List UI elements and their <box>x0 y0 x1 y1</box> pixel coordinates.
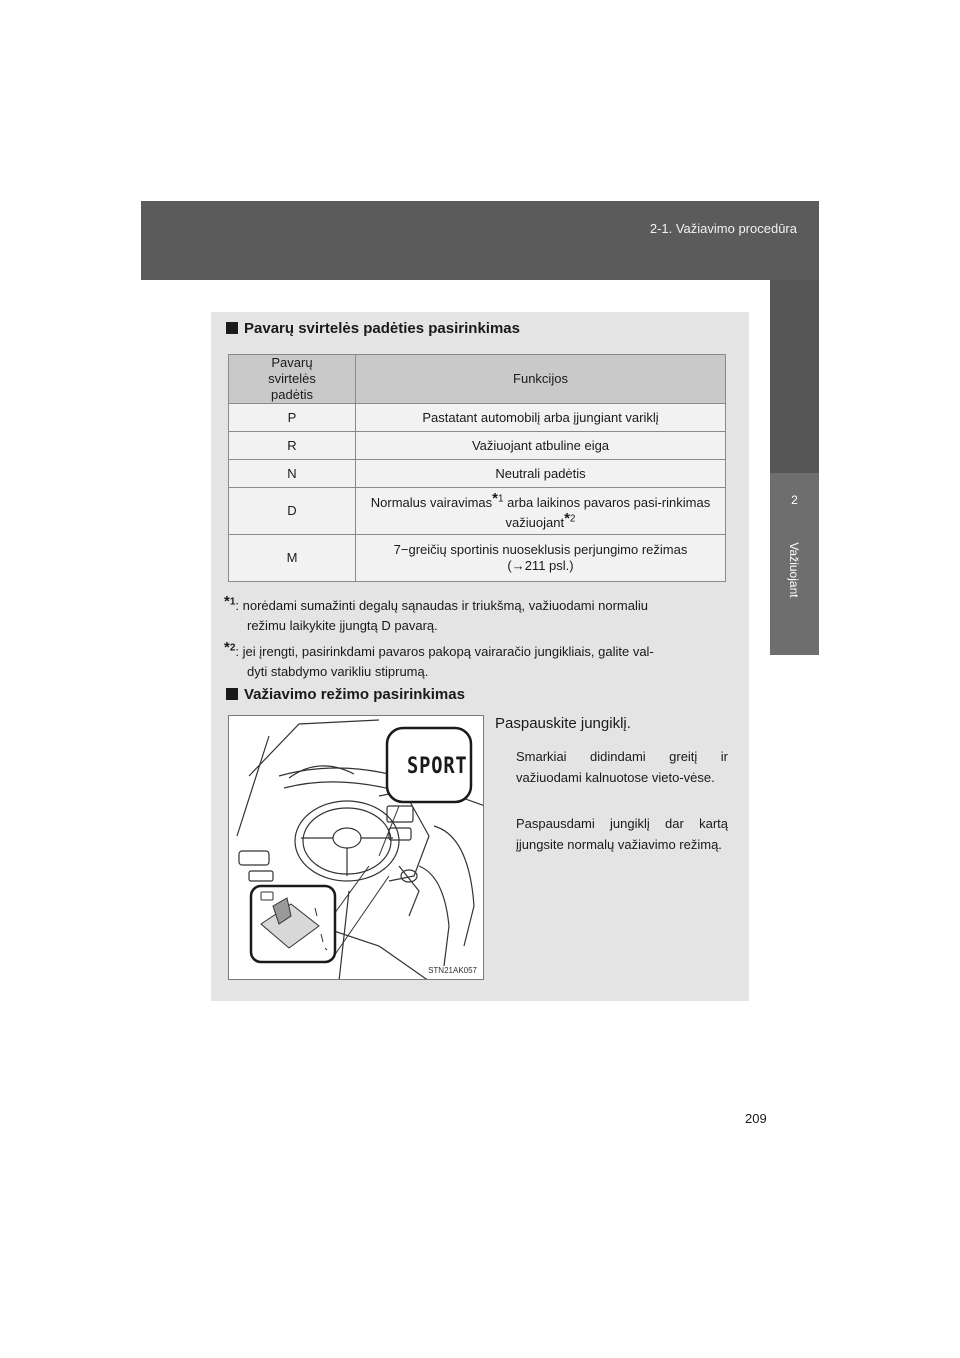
table-cell-function <box>356 488 726 535</box>
chapter-number: 2 <box>791 493 798 507</box>
footnote-mark: 1 <box>229 596 236 608</box>
gear-position-table <box>228 354 726 582</box>
table-row <box>229 432 726 460</box>
page-number: 209 <box>745 1111 767 1126</box>
footnote-star-icon: * <box>224 593 230 610</box>
chapter-label: Važiuojant <box>787 542 801 598</box>
table-cell-position: N <box>229 460 356 488</box>
section-title-mode <box>226 686 465 703</box>
footnote-ref: 2 <box>569 513 576 525</box>
table-header-functions: Funkcijos <box>356 355 726 404</box>
section-header-title: 2-1. Važiavimo procedūra <box>649 221 797 236</box>
chapter-tab <box>770 473 819 655</box>
square-bullet-icon <box>226 322 238 334</box>
footnote-2 <box>224 638 730 682</box>
table-row <box>229 535 726 582</box>
section-title-gear <box>226 320 520 337</box>
footnote-text: : jei įrengti, pasirinkdami pavaros pakopą vairaračio jungikliais, galite val- <box>235 644 654 659</box>
sport-switch-illustration <box>228 715 484 980</box>
function-text: Normalus vairavimas <box>370 495 493 510</box>
function-text: arba laikinos pavaros pasi-rinkimas važiuojant <box>503 495 711 530</box>
footnote-star-icon: * <box>492 490 498 507</box>
table-cell-position: M <box>229 535 356 582</box>
table-cell-function: Pastatant automobilį arba įjungiant variklį <box>356 404 726 432</box>
table-cell-function <box>356 535 726 582</box>
illustration-code: STN21AK057 <box>428 966 477 975</box>
body-paragraph: Smarkiai didindami greitį ir važiuodami kalnuotose vieto-vėse. <box>516 749 728 785</box>
square-bullet-icon <box>226 688 238 700</box>
sport-button-label: SPORT <box>407 754 468 779</box>
table-header-position: Pavarų svirtelės padėtis <box>229 355 356 404</box>
table-cell-function: Važiuojant atbuline eiga <box>356 432 726 460</box>
section-title-gear-text: Pavarų svirtelės padėties pasirinkimas <box>244 320 520 337</box>
footnote-star-icon: * <box>224 639 230 656</box>
footnote-mark: 2 <box>229 642 236 654</box>
table-cell-function: Neutrali padėtis <box>356 460 726 488</box>
footnote-text: dyti stabdymo varikliu stiprumą. <box>247 664 429 679</box>
body-paragraph: Paspausdami jungiklį dar kartą įjungsite normalų važiavimo režimą. <box>516 816 728 852</box>
table-cell-position: P <box>229 404 356 432</box>
table-cell-position: D <box>229 488 356 535</box>
function-text: (→211 psl.) <box>507 558 574 573</box>
header-band <box>141 201 819 280</box>
table-row <box>229 488 726 535</box>
function-text: 7−greičių sportinis nuoseklusis perjungimo režimas <box>393 542 688 557</box>
footnote-text: režimu laikykite įjungtą D pavarą. <box>247 618 438 633</box>
step-instruction: Paspauskite jungiklį. <box>495 715 631 732</box>
table-row <box>229 404 726 432</box>
footnote-1 <box>224 592 730 636</box>
footnote-text: : norėdami sumažinti degalų sąnaudas ir triukšmą, važiuodami normaliu <box>235 598 648 613</box>
footnote-star-icon: * <box>564 510 570 527</box>
section-title-mode-text: Važiavimo režimo pasirinkimas <box>244 686 465 703</box>
footnote-ref: 1 <box>498 493 504 505</box>
table-cell-position: R <box>229 432 356 460</box>
table-row <box>229 460 726 488</box>
